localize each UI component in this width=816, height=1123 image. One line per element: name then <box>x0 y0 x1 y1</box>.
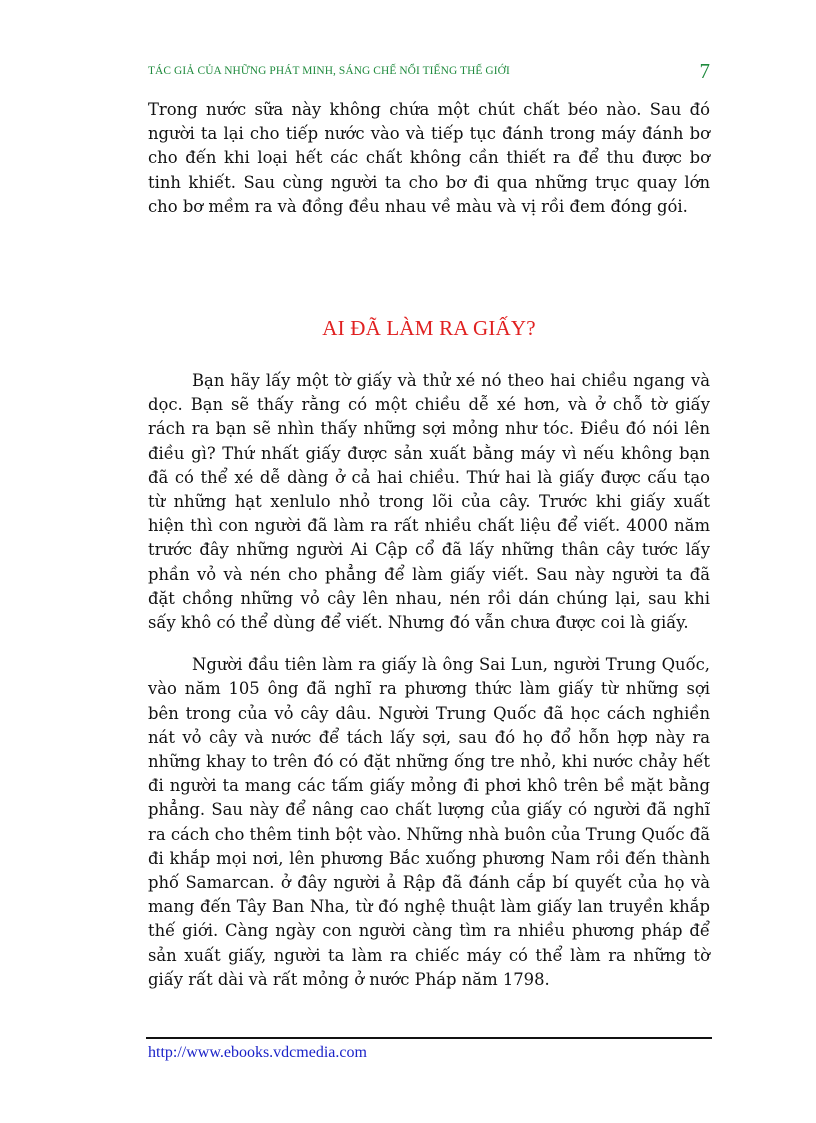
body-paragraph: Người đầu tiên làm ra giấy là ông Sai Lun, người Trung Quốc, vào năm 105 ông đã nghĩ ra phương thức làm giấy từ những sợi bên trong của vỏ cây dâu. Người Trung Quốc đã học cách nghiền nát vỏ cây và nước để tách lấy sợi, sau đó họ đổ hỗn hợp này ra những khay to trên đó có đặt những ống tre nhỏ, khi nước chảy hết đi người ta mang các tấm giấy mỏng đi phơi khô trên bề mặt bằng phẳng. Sau này để nâng cao chất lượng của giấy có người đã nghĩ ra cách cho thêm tinh bột vào. Những nhà buôn của Trung Quốc đã đi khắp mọi nơi, lên phương Bắc xuống phương Nam rồi đến thành phố Samarcan. ở đây người ả Rập đã đánh cắp bí quyết của họ và mang đến Tây Ban Nha, từ đó nghệ thuật làm giấy lan truyền khắp thế giới. Càng ngày con người càng tìm ra nhiều phương pháp để sản xuất giấy, người ta làm ra chiếc máy có thể làm ra những tờ giấy rất dài và rất mỏng ở nước Pháp năm 1798. <box>148 655 710 989</box>
page-number: 7 <box>699 59 710 83</box>
page-header <box>148 61 712 85</box>
running-header-title: TÁC GIẢ CỦA NHỮNG PHÁT MINH, SÁNG CHẾ NỔI TIẾNG THẾ GIỚI <box>148 65 510 77</box>
footer-link[interactable]: http://www.ebooks.vdcmedia.com <box>148 1044 367 1061</box>
section-title: AI ĐÃ LÀM RA GIẤY? <box>322 316 536 341</box>
body-paragraph: Bạn hãy lấy một tờ giấy và thử xé nó theo hai chiều ngang và dọc. Bạn sẽ thấy rằng có một chiều dễ xé hơn, và ở chỗ tờ giấy rách ra bạn sẽ nhìn thấy những sợi mỏng như tóc. Điều đó nói lên điều gì? Thứ nhất giấy được sản xuất bằng máy vì nếu không bạn đã có thể xé dễ dàng ở cả hai chiều. Thứ hai là giấy được cấu tạo từ những hạt xenlulo nhỏ trong lõi của cây. Trước khi giấy xuất hiện thì con người đã làm ra rất nhiều chất liệu để viết. 4000 năm trước đây những người Ai Cập cổ đã lấy những thân cây tước lấy phần vỏ và nén cho phẳng để làm giấy viết. Sau này người ta đã đặt chồng những vỏ cây lên nhau, nén rồi dán chúng lại, sau khi sấy khô có thể dùng để viết. Nhưng đó vẫn chưa được coi là giấy. <box>148 371 710 633</box>
page-content <box>148 98 710 992</box>
footer-divider <box>146 1037 712 1039</box>
intro-paragraph: Trong nước sữa này không chứa một chút chất béo nào. Sau đó người ta lại cho tiếp nước vào và tiếp tục đánh trong máy đánh bơ cho đến khi loại hết các chất không cần thiết ra để thu được bơ tinh khiết. Sau cùng người ta cho bơ đi qua những trục quay lớn cho bơ mềm ra và đồng đều nhau về màu và vị rồi đem đóng gói. <box>148 100 710 216</box>
